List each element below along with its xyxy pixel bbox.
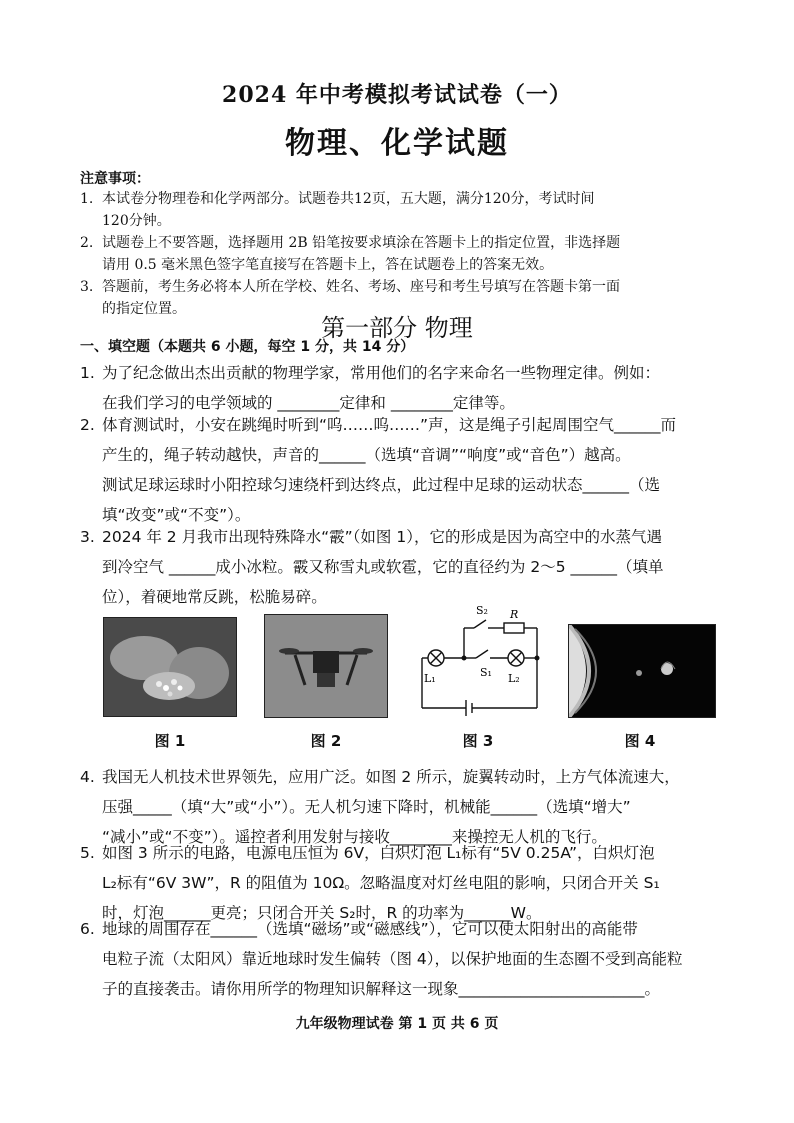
page-footer: 九年级物理试卷 第 1 页 共 6 页 xyxy=(295,1016,499,1032)
question-number: 6. xyxy=(80,920,95,938)
question-line: 到冷空气 ______成小冰粒。霰又称雪丸或软雹，它的直径约为 2～5 ______（填单 xyxy=(102,558,664,576)
label-s2: S₂ xyxy=(476,604,488,617)
question-2 xyxy=(80,410,720,530)
figure-1-label: 图 1 xyxy=(154,732,186,750)
section-title: 一、填空题（本题共 6 小题，每空 1 分，共 14 分） xyxy=(80,339,415,355)
figure-3-circuit xyxy=(412,600,547,718)
figure-2-drone-photo xyxy=(264,614,388,718)
label-l1: L₁ xyxy=(424,672,436,685)
question-line: 填“改变”或“不变”）。 xyxy=(102,506,251,524)
question-line: 位），着硬地常反跳，松脆易碎。 xyxy=(102,588,327,606)
question-line: L₂标有“6V 3W”，R 的阻值为 10Ω。忽略温度对灯丝电阻的影响，只闭合开关 S₁ xyxy=(102,874,660,892)
question-line: 电粒子流（太阳风）靠近地球时发生偏转（图 4），以保护地面的生态圈不受到高能粒 xyxy=(102,950,683,968)
notice-line: 试题卷上不要答题，选择题用 2B 铅笔按要求填涂在答题卡上的指定位置，非选择题 xyxy=(102,235,621,251)
label-l2: L₂ xyxy=(508,672,520,685)
hail-image xyxy=(104,618,236,716)
notice-line: 请用 0.5 毫米黑色签字笔直接写在答题卡上，答在试题卷上的答案无效。 xyxy=(102,257,554,273)
notice-line: 答题前，考生务必将本人所在学校、姓名、考场、座号和考生号填写在答题卡第一面 xyxy=(102,279,620,295)
notice-num: 2. xyxy=(80,235,94,251)
question-line: “减小”或“不变”）。遥控者利用发射与接收________来操控无人机的飞行。 xyxy=(102,828,607,846)
question-number: 4. xyxy=(80,768,95,786)
question-line: 产生的，绳子转动越快，声音的______（选填“音调”“响度”或“音色”）越高。 xyxy=(102,446,631,464)
question-line: 为了纪念做出杰出贡献的物理学家，常用他们的名字来命名一些物理定律。例如： xyxy=(102,364,661,382)
question-line: 时，灯泡______更亮；只闭合开关 S₂时，R 的功率为______W。 xyxy=(102,904,542,922)
label-r: R xyxy=(510,608,519,621)
question-line: 压强_____（填“大”或“小”）。无人机匀速下降时，机械能______（选填“增大” xyxy=(102,798,631,816)
exam-title: 2024 年中考模拟考试试卷（一） xyxy=(222,82,572,108)
question-number: 3. xyxy=(80,528,95,546)
notice-line: 本试卷分物理卷和化学两部分。试题卷共12页，五大题，满分120分，考试时间 xyxy=(102,191,595,207)
notice-item xyxy=(80,232,720,276)
question-number: 5. xyxy=(80,844,95,862)
figure-4-solar-wind-photo xyxy=(568,624,716,718)
notice-num: 3. xyxy=(80,279,94,295)
drone-image xyxy=(265,615,387,717)
circuit-diagram xyxy=(412,600,547,718)
question-line: 2024 年 2 月我市出现特殊降水“霰”（如图 1），它的形成是因为高空中的水蒸气遇 xyxy=(102,528,662,546)
question-line: 子的直接袭击。请你用所学的物理知识解释这一现象________________________。 xyxy=(102,980,661,998)
notice-line: 120分钟。 xyxy=(102,213,171,229)
notice-line: 的指定位置。 xyxy=(102,301,186,317)
question-line: 地球的周围存在______（选填“磁场”或“磁感线”），它可以使太阳射出的高能带 xyxy=(102,920,638,938)
question-line: 我国无人机技术世界领先，应用广泛。如图 2 所示，旋翼转动时，上方气体流速大， xyxy=(102,768,680,786)
solar-wind-image xyxy=(569,625,715,717)
notice-num: 1. xyxy=(80,191,94,207)
question-number: 1. xyxy=(80,364,95,382)
question-1 xyxy=(80,358,720,418)
figure-4-label: 图 4 xyxy=(624,732,656,750)
figure-1-hail-photo xyxy=(103,617,237,717)
question-line: 测试足球运球时小阳控球匀速绕杆到达终点，此过程中足球的运动状态______（选 xyxy=(102,476,661,494)
question-number: 2. xyxy=(80,416,95,434)
question-line: 体育测试时，小安在跳绳时听到“呜……呜……”声，这是绳子引起周围空气______而 xyxy=(102,416,677,434)
question-line: 在我们学习的电学领域的 ________定律和 ________定律等。 xyxy=(102,394,515,412)
question-6 xyxy=(80,914,720,1004)
exam-subtitle: 物理、化学试题 xyxy=(285,126,509,161)
notice-heading: 注意事项： xyxy=(80,171,150,187)
part-title: 第一部分 物理 xyxy=(321,314,473,342)
notice-item xyxy=(80,188,720,232)
question-3 xyxy=(80,522,720,612)
figure-2-label: 图 2 xyxy=(310,732,342,750)
question-line: 如图 3 所示的电路，电源电压恒为 6V，白炽灯泡 L₁标有“5V 0.25A”，白炽灯泡 xyxy=(102,844,655,862)
figure-3-label: 图 3 xyxy=(462,732,494,750)
label-s1: S₁ xyxy=(480,666,492,679)
